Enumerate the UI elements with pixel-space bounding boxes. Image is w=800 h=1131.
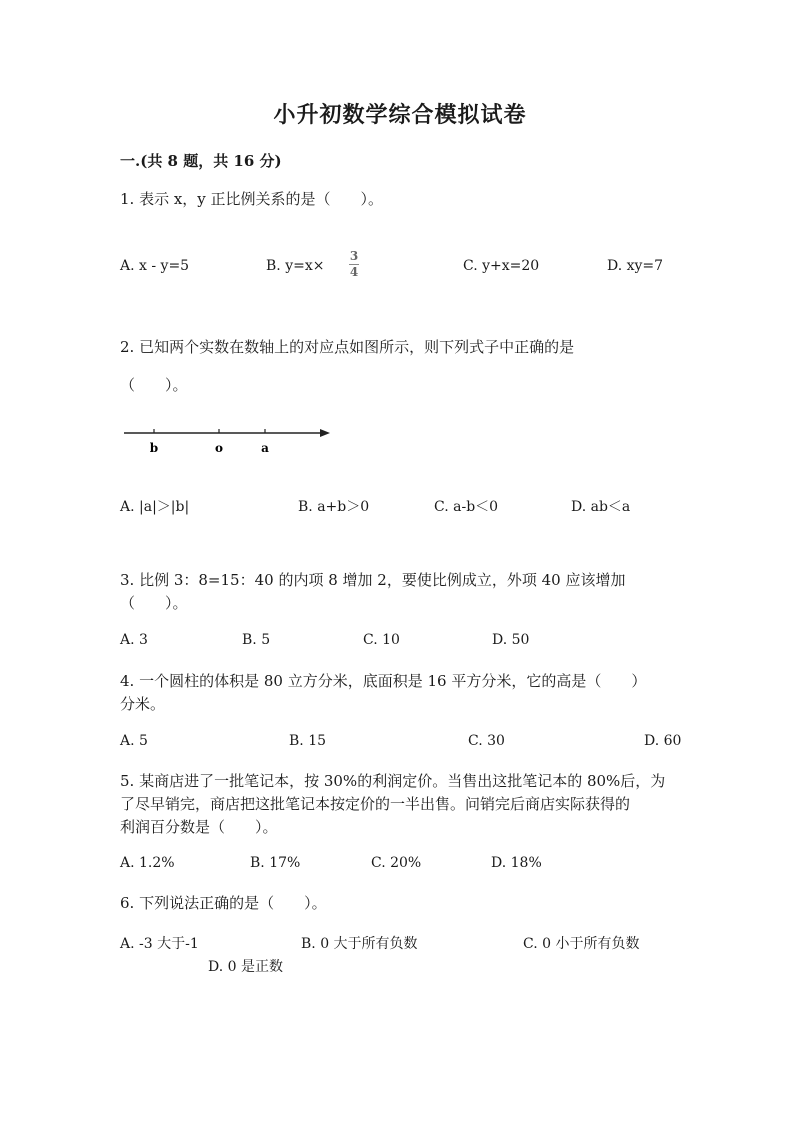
number-line-diagram xyxy=(122,420,337,460)
q3-option-b[interactable]: B. 5 xyxy=(242,632,271,648)
q5-option-b[interactable]: B. 17% xyxy=(250,855,301,871)
question-2-text: 2. 已知两个实数在数轴上的对应点如图所示，则下列式子中正确的是 xyxy=(120,338,575,356)
question-3-text-cont: （ ）。 xyxy=(120,594,188,612)
section-heading: 一.(共 8 题，共 16 分) xyxy=(120,152,282,170)
label-b: b xyxy=(149,441,159,455)
question-4-text: 4. 一个圆柱的体积是 80 立方分米，底面积是 16 平方分米，它的高是（ ） xyxy=(120,672,647,690)
label-a: a xyxy=(261,441,269,455)
question-5-text: 5. 某商店进了一批笔记本，按 30%的利润定价。当售出这批笔记本的 80%后，为 xyxy=(120,772,666,790)
q1-fraction xyxy=(344,250,364,279)
q2-option-c[interactable]: C. a-b＜0 xyxy=(434,499,499,515)
q5-option-a[interactable]: A. 1.2% xyxy=(120,855,175,871)
q2-option-d[interactable]: D. ab＜a xyxy=(571,499,631,515)
label-o: o xyxy=(214,441,224,455)
question-3-text: 3. 比例 3：8=15：40 的内项 8 增加 2，要使比例成立，外项 40 应该增加 xyxy=(120,571,626,589)
q5-option-c[interactable]: C. 20% xyxy=(371,855,422,871)
number-line-arrow-icon xyxy=(320,429,330,437)
q4-option-c[interactable]: C. 30 xyxy=(468,733,505,749)
question-5-text-cont2: 利润百分数是（ ）。 xyxy=(120,818,278,836)
q3-option-d[interactable]: D. 50 xyxy=(492,632,530,648)
question-4-text-cont: 分米。 xyxy=(120,695,166,713)
fraction-denominator: 4 xyxy=(349,265,359,279)
q1-option-c[interactable]: C. y+x=20 xyxy=(463,258,540,274)
question-6-text: 6. 下列说法正确的是（ ）。 xyxy=(120,894,327,912)
q5-option-d[interactable]: D. 18% xyxy=(491,855,542,871)
q1-option-a[interactable]: A. x - y=5 xyxy=(120,258,190,274)
q1-option-d[interactable]: D. xy=7 xyxy=(607,258,664,274)
page-title: 小升初数学综合模拟试卷 xyxy=(273,102,527,128)
question-2-text-cont: （ ）。 xyxy=(120,376,188,394)
q6-option-a[interactable]: A. -3 大于-1 xyxy=(120,936,199,952)
q1-option-b[interactable]: B. y=x× xyxy=(266,258,325,274)
q2-option-b[interactable]: B. a+b＞0 xyxy=(298,499,370,515)
q2-option-a[interactable]: A. |a|＞|b| xyxy=(120,499,190,515)
question-5-text-cont1: 了尽早销完，商店把这批笔记本按定价的一半出售。问销完后商店实际获得的 xyxy=(120,795,631,813)
q4-option-d[interactable]: D. 60 xyxy=(644,733,682,749)
q3-option-a[interactable]: A. 3 xyxy=(120,632,148,648)
q3-option-c[interactable]: C. 10 xyxy=(363,632,400,648)
q4-option-a[interactable]: A. 5 xyxy=(120,733,148,749)
q6-option-c[interactable]: C. 0 小于所有负数 xyxy=(523,936,640,952)
q6-option-d[interactable]: D. 0 是正数 xyxy=(208,959,283,975)
q4-option-b[interactable]: B. 15 xyxy=(289,733,327,749)
fraction-numerator: 3 xyxy=(349,249,359,263)
question-1-text: 1. 表示 x，y 正比例关系的是（ ）。 xyxy=(120,190,384,208)
q6-option-b[interactable]: B. 0 大于所有负数 xyxy=(301,936,418,952)
